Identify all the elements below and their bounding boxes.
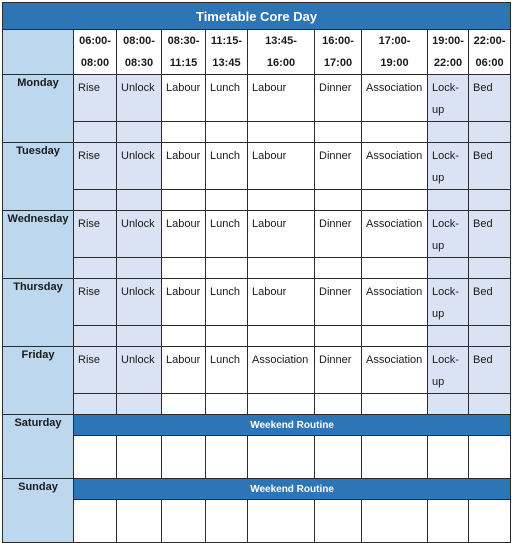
empty-cell bbox=[117, 122, 162, 143]
activity-cell: Bed bbox=[469, 143, 511, 190]
time-slot-text: 16:00- bbox=[322, 35, 354, 47]
day-label: Thursday bbox=[3, 279, 74, 347]
activity-cell: Lunch bbox=[206, 75, 248, 122]
corner-cell bbox=[3, 30, 74, 75]
empty-cell bbox=[362, 394, 428, 415]
empty-cell bbox=[428, 258, 469, 279]
empty-cell bbox=[428, 500, 469, 543]
empty-cell bbox=[162, 326, 206, 347]
empty-cell bbox=[206, 190, 248, 211]
activity-cell: Dinner bbox=[315, 143, 362, 190]
table-row bbox=[3, 143, 511, 190]
empty-cell bbox=[117, 436, 162, 479]
activity-cell: Labour bbox=[162, 347, 206, 394]
table-row bbox=[3, 211, 511, 258]
time-slot-header bbox=[362, 30, 428, 75]
time-slot-header bbox=[206, 30, 248, 75]
activity-cell: Dinner bbox=[315, 279, 362, 326]
activity-cell: Lock-up bbox=[428, 279, 469, 326]
empty-cell bbox=[206, 122, 248, 143]
activity-cell: Rise bbox=[74, 211, 117, 258]
activity-cell: Unlock bbox=[117, 75, 162, 122]
empty-cell bbox=[206, 326, 248, 347]
day-label: Tuesday bbox=[3, 143, 74, 211]
activity-cell: Association bbox=[362, 75, 428, 122]
activity-cell: Labour bbox=[248, 143, 315, 190]
empty-cell bbox=[428, 394, 469, 415]
empty-cell bbox=[428, 326, 469, 347]
activity-cell: Lunch bbox=[206, 279, 248, 326]
empty-cell bbox=[362, 500, 428, 543]
empty-cell bbox=[162, 122, 206, 143]
activity-cell: Lock-up bbox=[428, 143, 469, 190]
empty-cell bbox=[206, 500, 248, 543]
empty-cell bbox=[206, 436, 248, 479]
timetable bbox=[2, 2, 511, 543]
day-label: Saturday bbox=[3, 415, 74, 479]
time-slot-text: 06:00- bbox=[79, 35, 111, 47]
table-row bbox=[3, 500, 511, 543]
activity-cell: Association bbox=[362, 143, 428, 190]
activity-cell: Rise bbox=[74, 347, 117, 394]
time-slot-header bbox=[469, 30, 511, 75]
empty-cell bbox=[162, 190, 206, 211]
time-slot-text: 19:00- bbox=[432, 35, 464, 47]
activity-cell: Lock-up bbox=[428, 211, 469, 258]
empty-cell bbox=[428, 190, 469, 211]
table-title: Timetable Core Day bbox=[3, 3, 511, 30]
day-label: Friday bbox=[3, 347, 74, 415]
time-slot-header bbox=[248, 30, 315, 75]
activity-cell: Unlock bbox=[117, 143, 162, 190]
empty-cell bbox=[469, 326, 511, 347]
activity-cell: Lunch bbox=[206, 143, 248, 190]
time-slot-text: 17:00- bbox=[378, 35, 411, 47]
empty-cell bbox=[362, 326, 428, 347]
empty-cell bbox=[117, 500, 162, 543]
time-slot-text: 22:00- bbox=[473, 35, 506, 47]
empty-cell bbox=[362, 122, 428, 143]
empty-cell bbox=[469, 500, 511, 543]
activity-cell: Unlock bbox=[117, 347, 162, 394]
empty-cell bbox=[117, 258, 162, 279]
empty-cell bbox=[74, 190, 117, 211]
time-slot-text: 06:00 bbox=[475, 57, 504, 69]
activity-cell: Dinner bbox=[315, 211, 362, 258]
day-label: Wednesday bbox=[3, 211, 74, 279]
empty-cell bbox=[74, 258, 117, 279]
empty-cell bbox=[162, 394, 206, 415]
table-row bbox=[3, 279, 511, 326]
time-slot-text: 08:00 bbox=[80, 57, 110, 69]
empty-cell bbox=[248, 190, 315, 211]
activity-cell: Labour bbox=[248, 279, 315, 326]
activity-cell: Unlock bbox=[117, 279, 162, 326]
empty-cell bbox=[315, 122, 362, 143]
table-row bbox=[3, 326, 511, 347]
time-slot-header bbox=[117, 30, 162, 75]
activity-cell: Dinner bbox=[315, 75, 362, 122]
empty-cell bbox=[74, 436, 117, 479]
empty-cell bbox=[162, 258, 206, 279]
empty-cell bbox=[362, 258, 428, 279]
empty-cell bbox=[206, 258, 248, 279]
activity-cell: Association bbox=[248, 347, 315, 394]
table-row bbox=[3, 258, 511, 279]
table-row bbox=[3, 436, 511, 479]
activity-cell: Association bbox=[362, 347, 428, 394]
day-label: Sunday bbox=[3, 479, 74, 543]
time-slot-text: 11:15- bbox=[210, 35, 243, 47]
empty-cell bbox=[428, 436, 469, 479]
empty-cell bbox=[315, 258, 362, 279]
time-slot-text: 13:45 bbox=[212, 57, 241, 69]
weekend-routine-bar: Weekend Routine bbox=[74, 415, 511, 436]
empty-cell bbox=[248, 500, 315, 543]
activity-cell: Labour bbox=[162, 143, 206, 190]
activity-cell: Lock-up bbox=[428, 75, 469, 122]
empty-cell bbox=[315, 500, 362, 543]
time-slot-header bbox=[428, 30, 469, 75]
empty-cell bbox=[469, 258, 511, 279]
empty-cell bbox=[315, 326, 362, 347]
table-row bbox=[3, 479, 511, 500]
activity-cell: Labour bbox=[162, 75, 206, 122]
activity-cell: Dinner bbox=[315, 347, 362, 394]
time-slot-text: 08:00- bbox=[123, 35, 155, 47]
empty-cell bbox=[248, 394, 315, 415]
table-row bbox=[3, 122, 511, 143]
empty-cell bbox=[315, 436, 362, 479]
time-slot-text: 17:00 bbox=[323, 57, 353, 69]
empty-cell bbox=[428, 122, 469, 143]
empty-cell bbox=[248, 326, 315, 347]
table-row bbox=[3, 347, 511, 394]
table-row bbox=[3, 75, 511, 122]
weekend-routine-bar: Weekend Routine bbox=[74, 479, 511, 500]
empty-cell bbox=[117, 190, 162, 211]
empty-cell bbox=[74, 122, 117, 143]
activity-cell: Rise bbox=[74, 279, 117, 326]
time-slot-text: 19:00 bbox=[380, 57, 409, 69]
activity-cell: Labour bbox=[248, 75, 315, 122]
empty-cell bbox=[74, 500, 117, 543]
activity-cell: Bed bbox=[469, 211, 511, 258]
activity-cell: Lunch bbox=[206, 211, 248, 258]
activity-cell: Labour bbox=[248, 211, 315, 258]
empty-cell bbox=[469, 122, 511, 143]
empty-cell bbox=[117, 326, 162, 347]
empty-cell bbox=[362, 190, 428, 211]
time-slot-text: 22:00 bbox=[433, 57, 463, 69]
empty-cell bbox=[248, 258, 315, 279]
empty-cell bbox=[362, 436, 428, 479]
activity-cell: Rise bbox=[74, 143, 117, 190]
activity-cell: Bed bbox=[469, 75, 511, 122]
empty-cell bbox=[74, 394, 117, 415]
empty-cell bbox=[315, 190, 362, 211]
time-header-row bbox=[3, 30, 511, 75]
empty-cell bbox=[248, 436, 315, 479]
empty-cell bbox=[206, 394, 248, 415]
activity-cell: Lunch bbox=[206, 347, 248, 394]
table-row bbox=[3, 190, 511, 211]
empty-cell bbox=[315, 394, 362, 415]
empty-cell bbox=[162, 500, 206, 543]
activity-cell: Bed bbox=[469, 279, 511, 326]
empty-cell bbox=[469, 394, 511, 415]
empty-cell bbox=[162, 436, 206, 479]
activity-cell: Association bbox=[362, 211, 428, 258]
time-slot-header bbox=[315, 30, 362, 75]
activity-cell: Rise bbox=[74, 75, 117, 122]
activity-cell: Unlock bbox=[117, 211, 162, 258]
table-row bbox=[3, 394, 511, 415]
time-slot-header bbox=[162, 30, 206, 75]
empty-cell bbox=[248, 122, 315, 143]
time-slot-header bbox=[74, 30, 117, 75]
activity-cell: Bed bbox=[469, 347, 511, 394]
time-slot-text: 11:15 bbox=[169, 57, 198, 69]
time-slot-text: 08:30- bbox=[167, 35, 200, 47]
activity-cell: Labour bbox=[162, 211, 206, 258]
time-slot-text: 08:30 bbox=[124, 57, 154, 69]
day-label: Monday bbox=[3, 75, 74, 143]
empty-cell bbox=[469, 190, 511, 211]
activity-cell: Labour bbox=[162, 279, 206, 326]
activity-cell: Lock-up bbox=[428, 347, 469, 394]
empty-cell bbox=[74, 326, 117, 347]
activity-cell: Association bbox=[362, 279, 428, 326]
time-slot-text: 16:00 bbox=[266, 57, 296, 69]
empty-cell bbox=[117, 394, 162, 415]
table-row bbox=[3, 415, 511, 436]
time-slot-text: 13:45- bbox=[265, 35, 297, 47]
empty-cell bbox=[469, 436, 511, 479]
